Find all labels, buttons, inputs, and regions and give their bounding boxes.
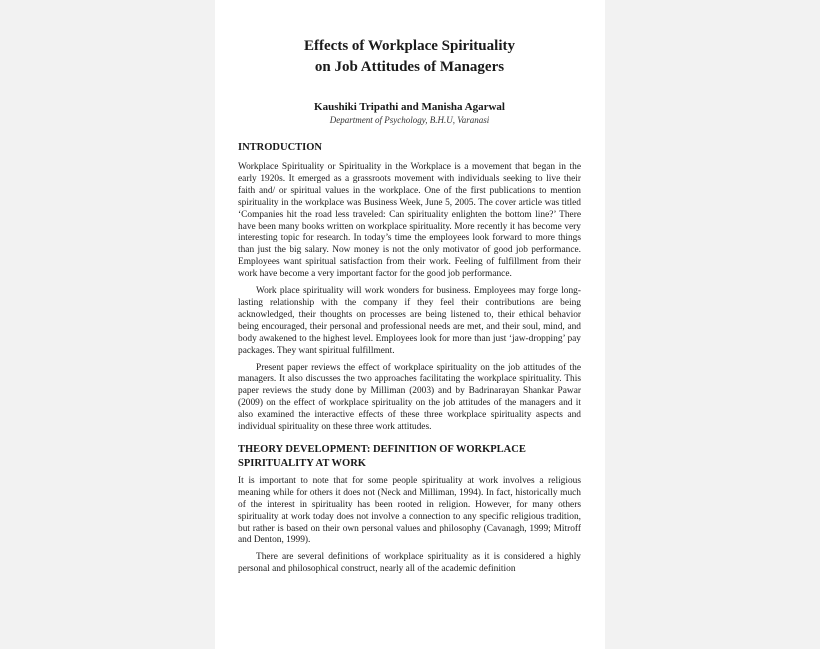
- section-heading-introduction: INTRODUCTION: [238, 142, 323, 153]
- section-heading-theory: [238, 443, 581, 471]
- theory-paragraph-2: There are several definitions of workplace spirituality as it is considered a highly personal and philosophical construct, nearly all of the academic definition: [238, 552, 581, 575]
- paper-content: [238, 36, 581, 581]
- document-page: [215, 0, 605, 649]
- theory-paragraph-1: It is important to note that for some people spirituality at work involves a religious meaning while for others it does not (Neck and Milliman, 1994). In fact, historically much of the interest in spirituality has been rooted in religion. However, for many others spirituality at work today does not involve a connection to any specific religious tradition, but rather is based on their own personal values and philosophy (Cavanagh, 1999; Mitroff and Denton, 1999).: [238, 475, 581, 546]
- title-line-2: on Job Attitudes of Managers: [314, 59, 505, 75]
- intro-paragraph-1: Workplace Spirituality or Spirituality in the Workplace is a movement that began in the early 1920s. It emerged as a grassroots movement with individuals seeking to live their faith and/ or spiritual values in the workplace. One of the first publications to mention spirituality in the workplace was Business Week, June 5, 2005. The cover article was titled ‘Companies hit the road less traveled: Can spirituality enlighten the bottom line?’ There have been many books written on workplace spirituality. More recently it has become very interesting topic for research. In today’s time the employees look forward to more things than just the big salary. Now money is not the only motivator of good job performance. Employees want spiritual satisfaction from their work. Feeling of fulfillment from their work have become a very important factor for the good job performance.: [238, 162, 581, 280]
- intro-paragraph-3: Present paper reviews the effect of workplace spirituality on the job attitudes of the managers. It also discusses the two approaches facilitating the workplace spirituality. This paper reviews the study done by Milliman (2003) and by Badrinarayan Shankar Pawar (2009) on the effect of workplace spirituality on the job attitudes of the managers and it also examined the interactive effects of these three workplace spirituality aspects and individual spirituality on these three work attitudes.: [238, 362, 581, 433]
- paper-title: [238, 36, 581, 78]
- affiliation: Department of Psychology, B.H.U, Varanasi: [329, 115, 490, 125]
- authors: Kaushiki Tripathi and Manisha Agarwal: [314, 101, 505, 113]
- intro-paragraph-2: Work place spirituality will work wonders for business. Employees may forge long-lasting relationship with the company if they feel their contributions are being acknowledged, their thoughts on processes are being listened to, their ethical behavior being encouraged, their personal and professional needs are met, and their soul, mind, and body awakened to the highest level. Employees look for more than just ‘jaw-dropping’ pay packages. They want spiritual fulfillment.: [238, 286, 581, 356]
- theory-heading-line-2: SPIRITUALITY AT WORK: [238, 457, 366, 469]
- title-line-1: Effects of Workplace Spirituality: [304, 38, 515, 54]
- theory-heading-line-1: THEORY DEVELOPMENT: DEFINITION OF WORKPLACE: [238, 443, 526, 455]
